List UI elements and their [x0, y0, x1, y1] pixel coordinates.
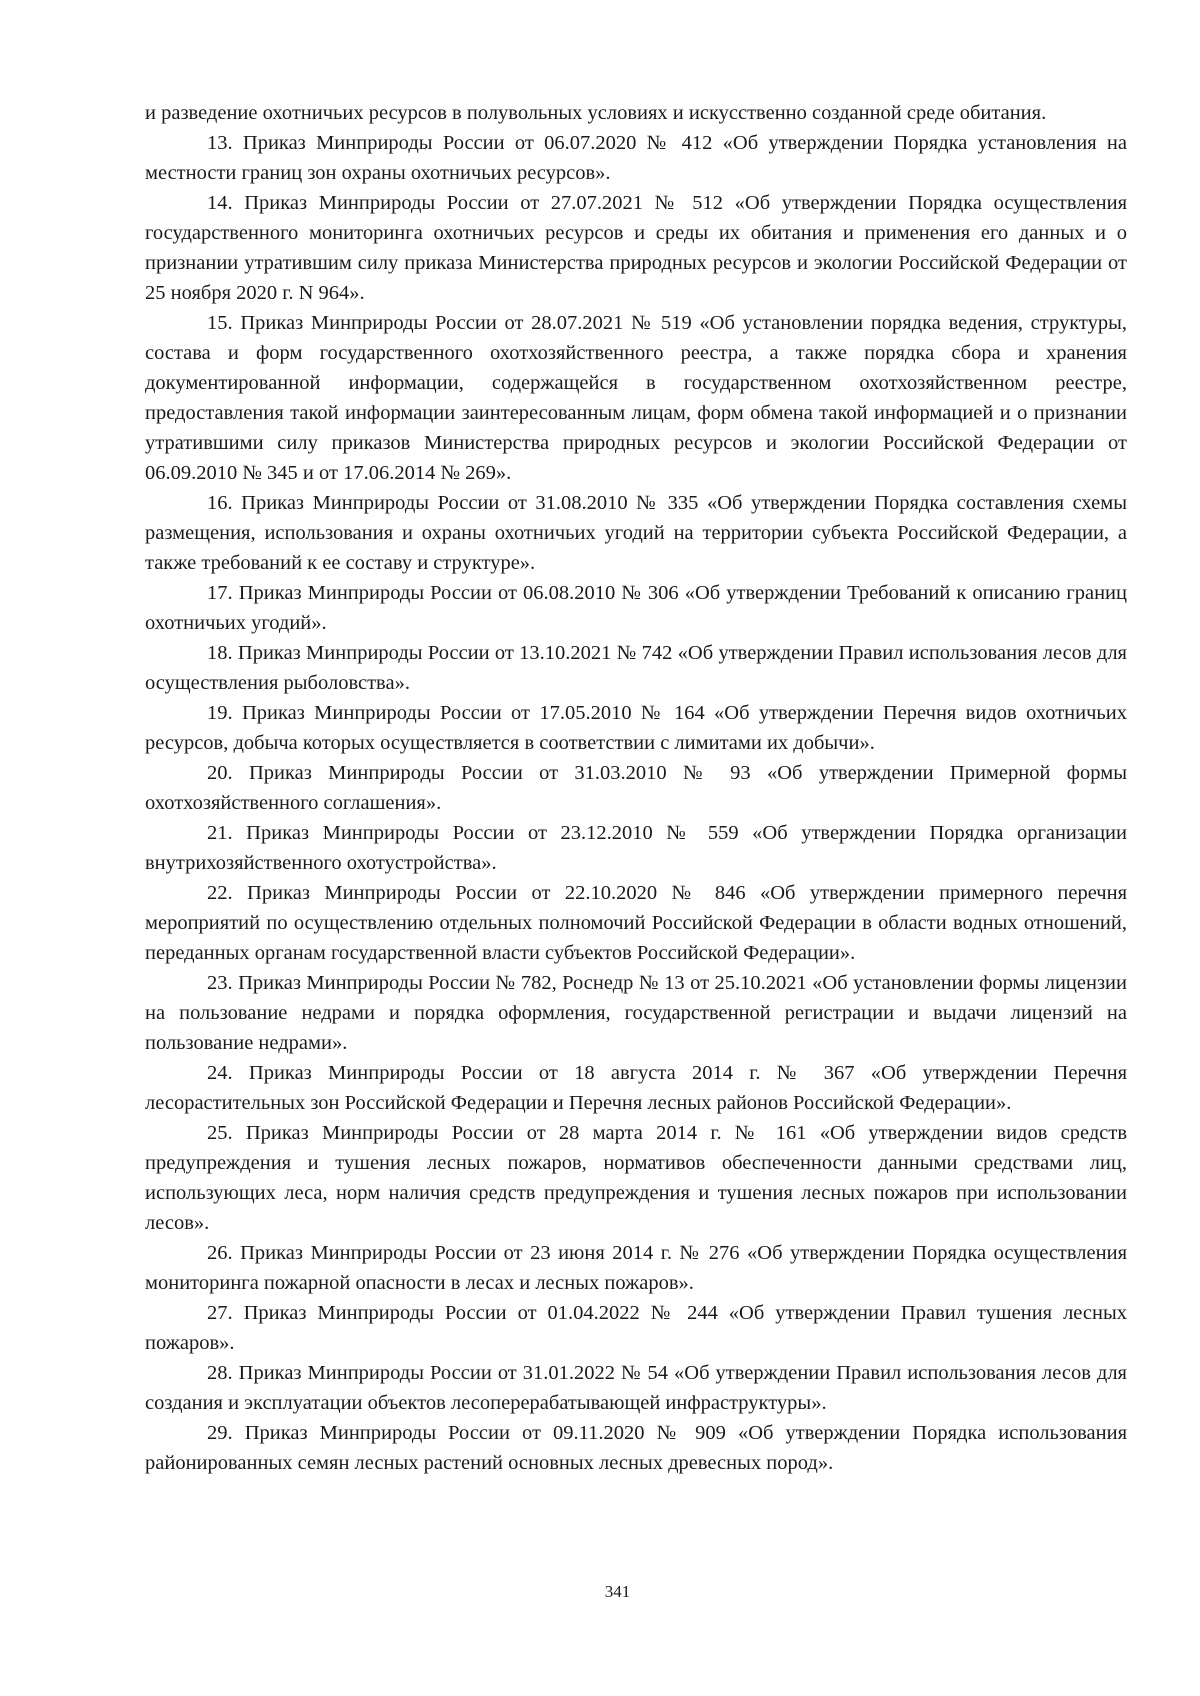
list-item-21: 21. Приказ Минприроды России от 23.12.2010 № 559 «Об утверждении Порядка организации внутрихозяйственного охотустройства». — [145, 822, 1127, 874]
list-item-19: 19. Приказ Минприроды России от 17.05.2010 № 164 «Об утверждении Перечня видов охотничьих ресурсов, добыча которых осуществляется в соответствии с лимитами их добычи». — [145, 702, 1127, 754]
page-number: 341 — [604, 1582, 631, 1601]
continuation-paragraph: и разведение охотничьих ресурсов в полувольных условиях и искусственно созданной среде обитания. — [145, 102, 1047, 124]
list-item-15: 15. Приказ Минприроды России от 28.07.2021 № 519 «Об установлении порядка ведения, структуры, состава и форм государственного охотхозяйственного реестра, а также порядка сбора и хранения документированной информации, содержащейся в государственном охотхозяйственном реестре, предоставления такой информации заинтересованным лицам, форм обмена такой информацией и о признании утратившими силу приказов Министерства природных ресурсов и экологии Российской Федерации от 06.09.2010 № 345 и от 17.06.2014 № 269». — [145, 312, 1127, 484]
list-item-18: 18. Приказ Минприроды России от 13.10.2021 № 742 «Об утверждении Правил использования лесов для осуществления рыболовства». — [145, 642, 1127, 694]
list-item-26: 26. Приказ Минприроды России от 23 июня 2014 г. № 276 «Об утверждении Порядка осуществления мониторинга пожарной опасности в лесах и лесных пожаров». — [145, 1242, 1127, 1294]
list-item-27: 27. Приказ Минприроды России от 01.04.2022 № 244 «Об утверждении Правил тушения лесных пожаров». — [145, 1302, 1127, 1354]
list-item-25: 25. Приказ Минприроды России от 28 марта 2014 г. № 161 «Об утверждении видов средств предупреждения и тушения лесных пожаров, нормативов обеспеченности данными средствами лиц, использующих леса, норм наличия средств предупреждения и тушения лесных пожаров при использовании лесов». — [145, 1122, 1127, 1234]
list-item-14: 14. Приказ Минприроды России от 27.07.2021 № 512 «Об утверждении Порядка осуществления государственного мониторинга охотничьих ресурсов и среды их обитания и применения его данных и о признании утратившим силу приказа Министерства природных ресурсов и экологии Российской Федерации от 25 ноября 2020 г. N 964». — [145, 192, 1127, 304]
list-item-13: 13. Приказ Минприроды России от 06.07.2020 № 412 «Об утверждении Порядка установления на местности границ зон охраны охотничьих ресурсов». — [145, 132, 1127, 184]
list-item-20: 20. Приказ Минприроды России от 31.03.2010 № 93 «Об утверждении Примерной формы охотхозяйственного соглашения». — [145, 762, 1127, 814]
list-item-29: 29. Приказ Минприроды России от 09.11.2020 № 909 «Об утверждении Порядка использования районированных семян лесных растений основных лесных древесных пород». — [145, 1422, 1127, 1474]
list-item-28: 28. Приказ Минприроды России от 31.01.2022 № 54 «Об утверждении Правил использования лесов для создания и эксплуатации объектов лесоперерабатывающей инфраструктуры». — [145, 1362, 1127, 1414]
list-item-16: 16. Приказ Минприроды России от 31.08.2010 № 335 «Об утверждении Порядка составления схемы размещения, использования и охраны охотничьих угодий на территории субъекта Российской Федерации, а также требований к ее составу и структуре». — [145, 492, 1127, 574]
list-item-17: 17. Приказ Минприроды России от 06.08.2010 № 306 «Об утверждении Требований к описанию границ охотничьих угодий». — [145, 582, 1127, 634]
list-item-23: 23. Приказ Минприроды России № 782, Роснедр № 13 от 25.10.2021 «Об установлении формы лицензии на пользование недрами и порядка оформления, государственной регистрации и выдачи лицензий на пользование недрами». — [145, 972, 1127, 1054]
document-page — [145, 98, 1127, 1478]
list-item-22: 22. Приказ Минприроды России от 22.10.2020 № 846 «Об утверждении примерного перечня мероприятий по осуществлению отдельных полномочий Российской Федерации в области водных отношений, переданных органам государственной власти субъектов Российской Федерации». — [145, 882, 1127, 964]
list-item-24: 24. Приказ Минприроды России от 18 августа 2014 г. № 367 «Об утверждении Перечня лесорастительных зон Российской Федерации и Перечня лесных районов Российской Федерации». — [145, 1062, 1127, 1114]
